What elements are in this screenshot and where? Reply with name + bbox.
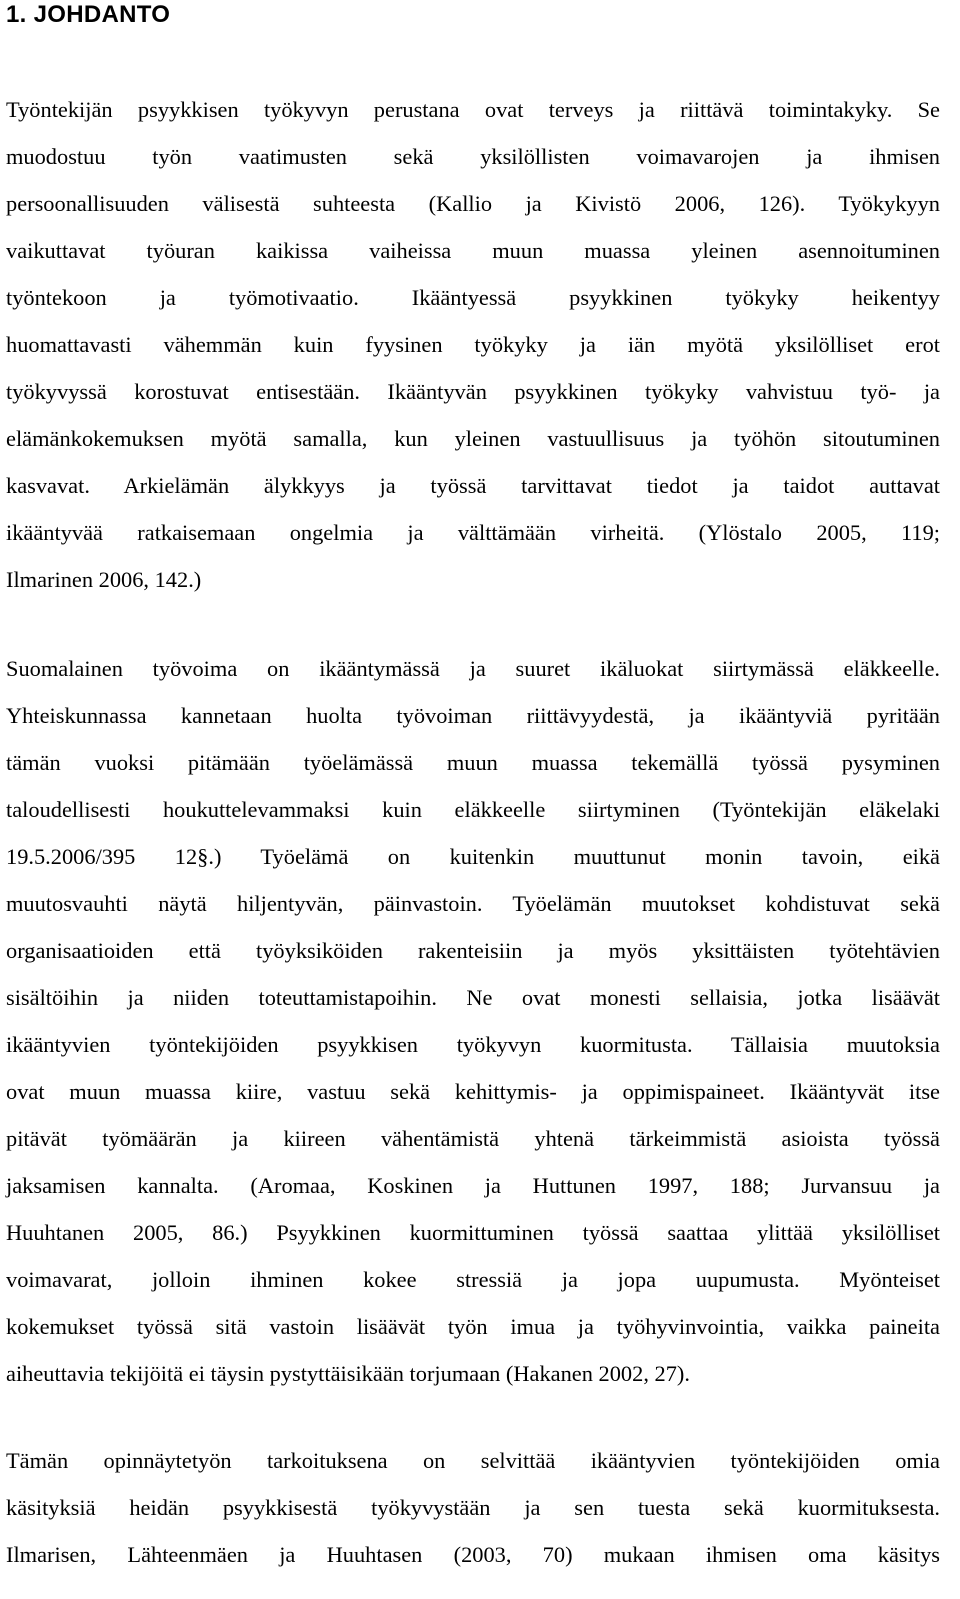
paragraph-line: Ilmarisen, Lähteenmäen ja Huuhtasen (2003, 70) mukaan ihmisen oma käsitys	[6, 1542, 940, 1567]
paragraph-line: elämänkokemuksen myötä samalla, kun yleinen vastuullisuus ja työhön sitoutuminen	[6, 426, 940, 451]
paragraph-line: ovat muun muassa kiire, vastuu sekä kehittymis- ja oppimispaineet. Ikääntyvät itse	[6, 1079, 940, 1104]
paragraph-3	[6, 1437, 940, 1578]
paragraph-line: muutosvauhti näytä hiljentyvän, päinvastoin. Työelämän muutokset kohdistuvat sekä	[6, 891, 940, 916]
paragraph-line: aiheuttavia tekijöitä ei täysin pystyttäisikään torjumaan (Hakanen 2002, 27).	[6, 1361, 690, 1386]
paragraph-line: voimavarat, jolloin ihminen kokee stressiä ja jopa uupumusta. Myönteiset	[6, 1267, 940, 1292]
paragraph-line: pitävät työmäärän ja kiireen vähentämistä yhtenä tärkeimmistä asioista työssä	[6, 1126, 940, 1151]
paragraph-line: huomattavasti vähemmän kuin fyysinen työkyky ja iän myötä yksilölliset erot	[6, 332, 940, 357]
paragraph-line: vaikuttavat työuran kaikissa vaiheissa muun muassa yleinen asennoituminen	[6, 238, 940, 263]
paragraph-line: organisaatioiden että työyksiköiden rakenteisiin ja myös yksittäisten työtehtävien	[6, 938, 940, 963]
paragraph-line: sisältöihin ja niiden toteuttamistapoihin. Ne ovat monesti sellaisia, jotka lisäävät	[6, 985, 940, 1010]
paragraph-line: Suomalainen työvoima on ikääntymässä ja suuret ikäluokat siirtymässä eläkkeelle.	[6, 656, 940, 681]
paragraph-line: Ilmarinen 2006, 142.)	[6, 567, 202, 592]
chapter-heading: 1. JOHDANTO	[6, 1, 171, 28]
paragraph-line: Yhteiskunnassa kannetaan huolta työvoiman riittävyydestä, ja ikääntyviä pyritään	[6, 703, 940, 728]
paragraph-line: muodostuu työn vaatimusten sekä yksilöllisten voimavarojen ja ihmisen	[6, 144, 940, 169]
paragraph-line: kasvavat. Arkielämän älykkyys ja työssä tarvittavat tiedot ja taidot auttavat	[6, 473, 940, 498]
paragraph-line: tämän vuoksi pitämään työelämässä muun muassa tekemällä työssä pysyminen	[6, 750, 940, 775]
paragraph-line: työkyvyssä korostuvat entisestään. Ikääntyvän psyykkinen työkyky vahvistuu työ- ja	[6, 379, 940, 404]
paragraph-line: käsityksiä heidän psyykkisestä työkyvystään ja sen tuesta sekä kuormituksesta.	[6, 1495, 940, 1520]
paragraph-line: ikääntyvien työntekijöiden psyykkisen työkyvyn kuormitusta. Tällaisia muutoksia	[6, 1032, 940, 1057]
paragraph-line: persoonallisuuden välisestä suhteesta (Kallio ja Kivistö 2006, 126). Työkykyyn	[6, 191, 940, 216]
paragraph-line: taloudellisesti houkuttelevammaksi kuin eläkkeelle siirtyminen (Työntekijän eläkelaki	[6, 797, 940, 822]
paragraph-line: ikääntyvää ratkaisemaan ongelmia ja välttämään virheitä. (Ylöstalo 2005, 119;	[6, 520, 940, 545]
paragraph-line: työntekoon ja työmotivaatio. Ikääntyessä psyykkinen työkyky heikentyy	[6, 285, 940, 310]
paragraph-2	[6, 645, 940, 1397]
paragraph-line: 19.5.2006/395 12§.) Työelämä on kuitenkin muuttunut monin tavoin, eikä	[6, 844, 940, 869]
paragraph-line: Työntekijän psyykkisen työkyvyn perustana ovat terveys ja riittävä toimintakyky. Se	[6, 97, 940, 122]
paragraph-line: Tämän opinnäytetyön tarkoituksena on selvittää ikääntyvien työntekijöiden omia	[6, 1448, 940, 1473]
paragraph-line: Huuhtanen 2005, 86.) Psyykkinen kuormittuminen työssä saattaa ylittää yksilölliset	[6, 1220, 940, 1245]
paragraph-1	[6, 86, 940, 603]
paragraph-line: jaksamisen kannalta. (Aromaa, Koskinen ja Huttunen 1997, 188; Jurvansuu ja	[6, 1173, 940, 1198]
paragraph-line: kokemukset työssä sitä vastoin lisäävät työn imua ja työhyvinvointia, vaikka paineita	[6, 1314, 940, 1339]
